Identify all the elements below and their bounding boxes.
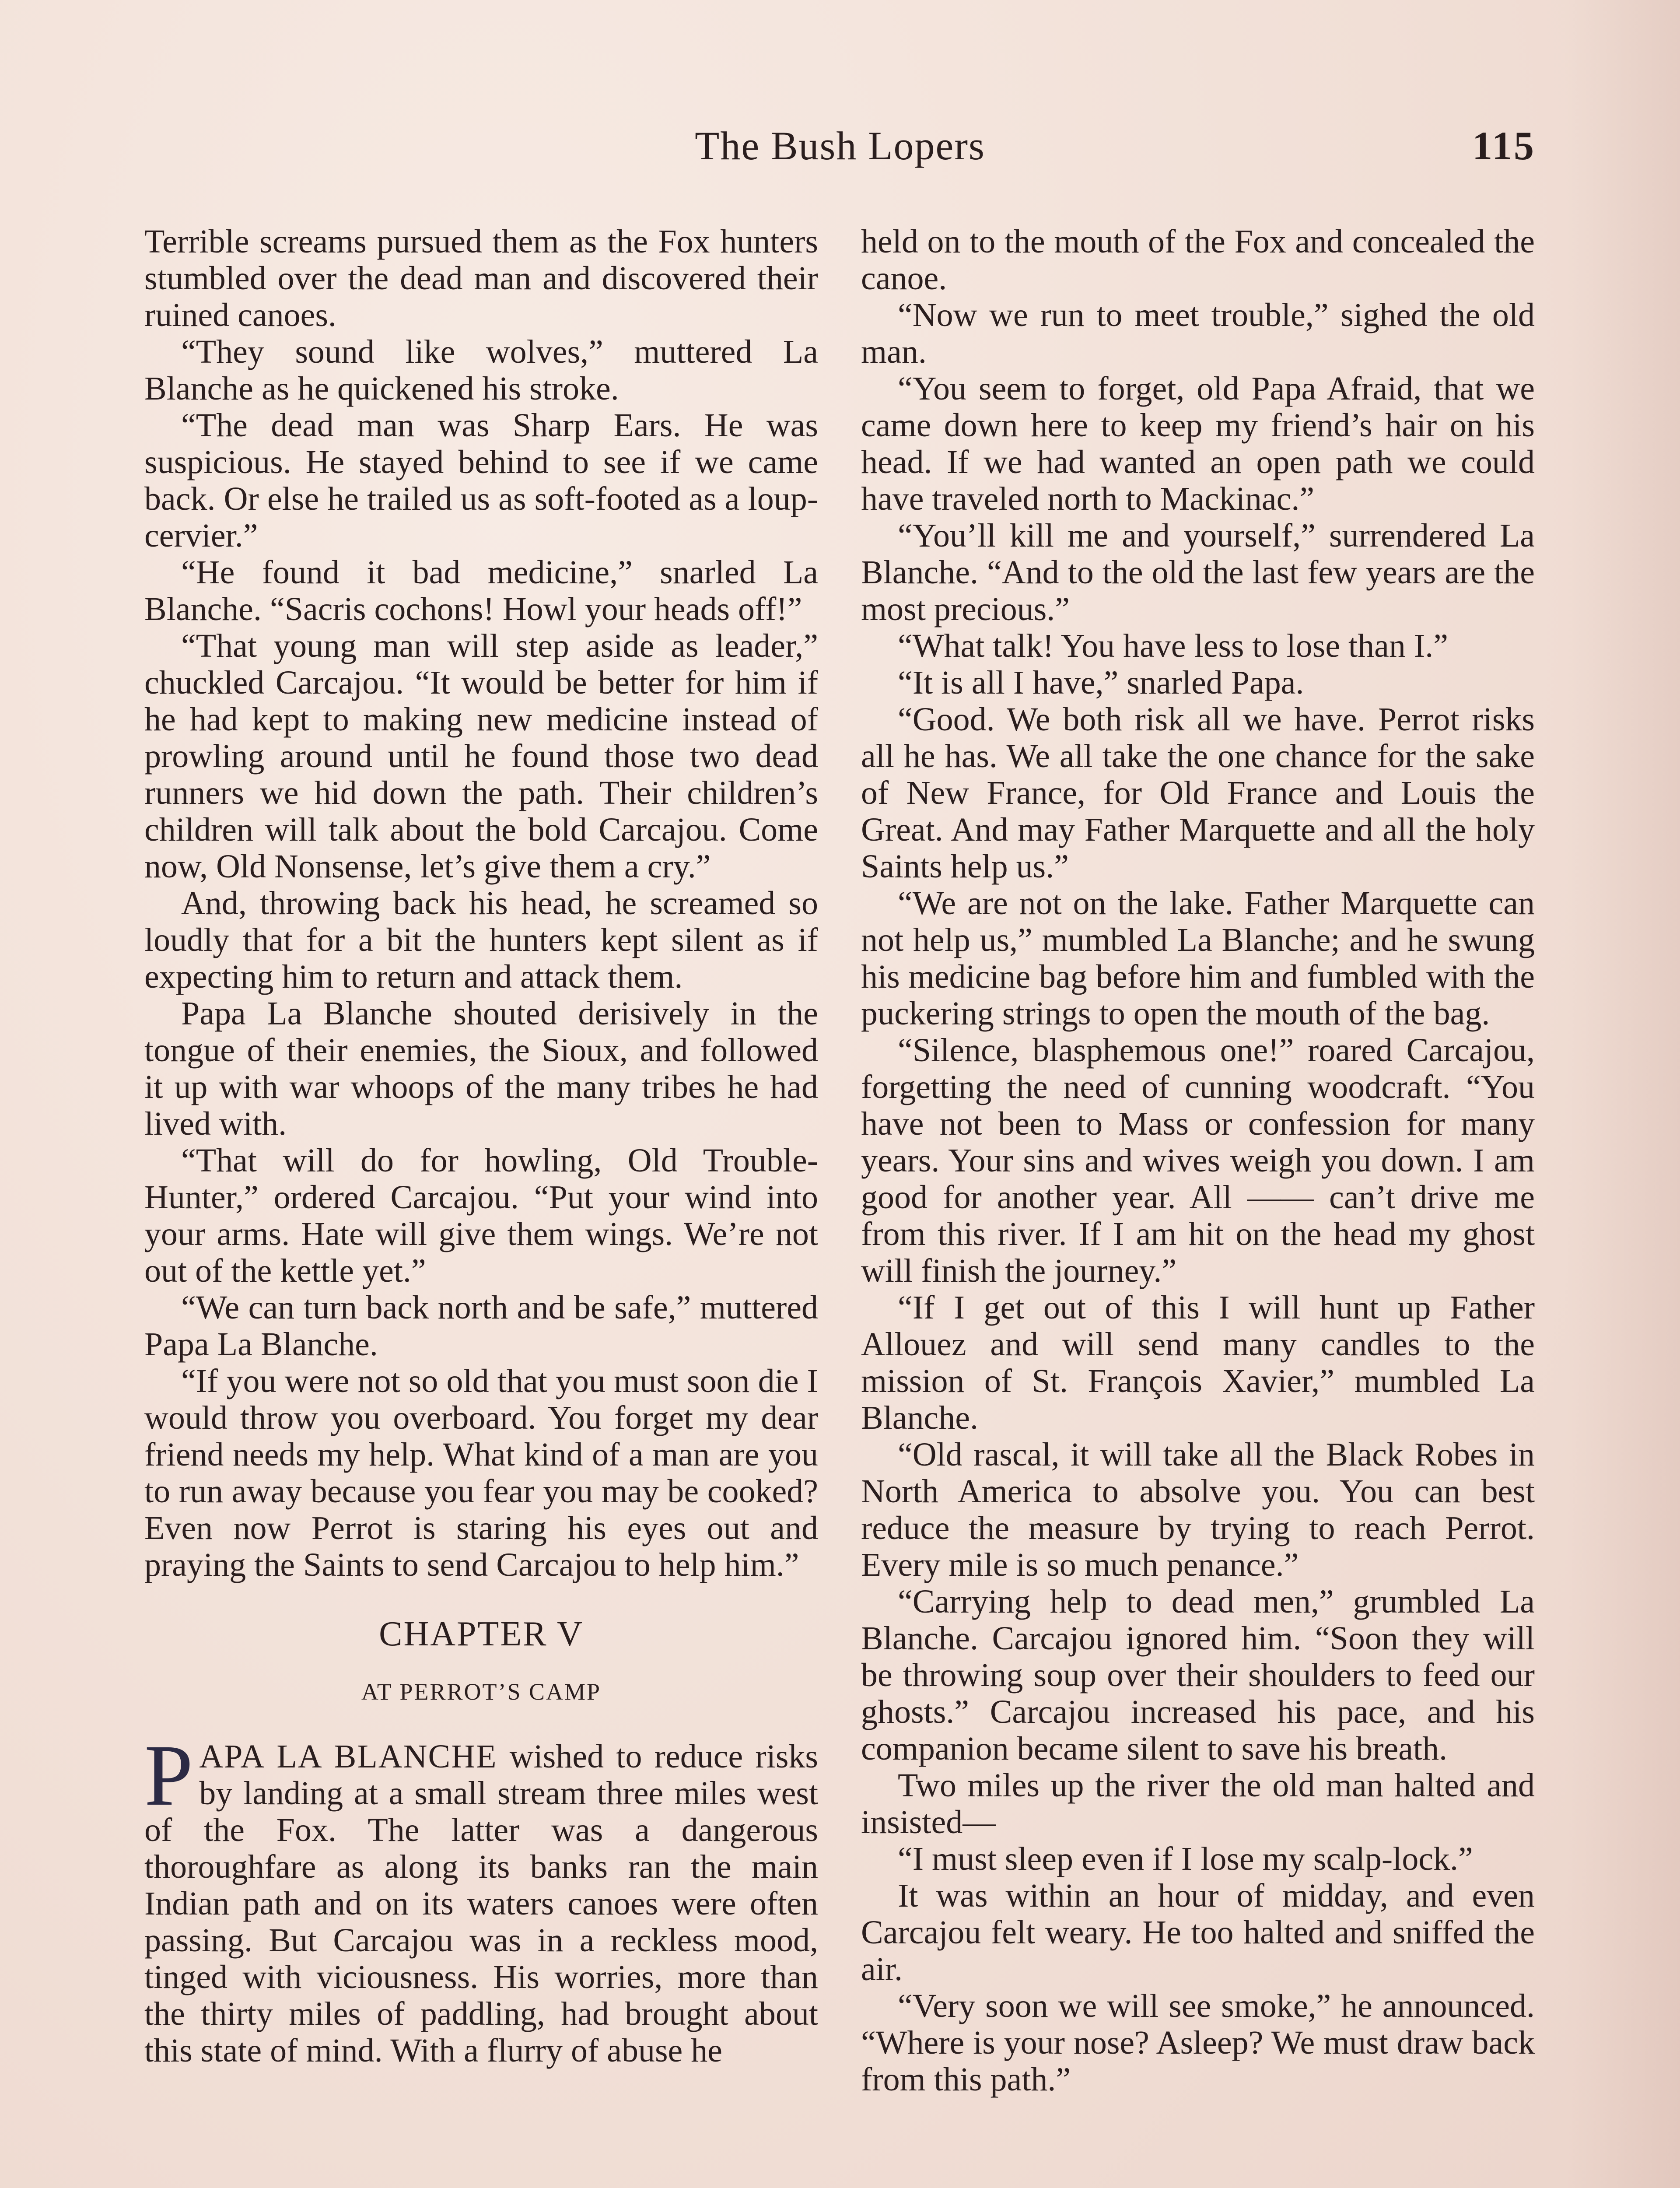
paragraph: “You seem to forget, old Papa Afraid, that we came down here to keep my friend’s hair on his head. If we had wanted an open path we could have traveled north to Mackinac.”	[861, 370, 1535, 517]
paragraph: “We can turn back north and be safe,” muttered Papa La Blanche.	[144, 1289, 818, 1363]
drop-cap: P	[144, 1727, 193, 1824]
paragraph: “It is all I have,” snarled Papa.	[898, 664, 1304, 701]
paragraph: Papa La Blanche shouted derisively in the tongue of their enemies, the Sioux, and followed it up with war whoops of the many tribes he had lived with.	[144, 995, 818, 1142]
page-edge-shading	[1566, 0, 1680, 2188]
paragraph: “If I get out of this I will hunt up Father Allouez and will send many candles to the mission of St. François Xavier,” mumbled La Blanche.	[861, 1289, 1535, 1436]
opening-smallcaps: APA LA BLANCHE	[199, 1738, 497, 1775]
paragraph: “If you were not so old that you must soon die I would throw you overboard. You forget my dear friend needs my help. What kind of a man are you to run away because you fear you may be cooked? Even now Perrot is staring his eyes out and praying the Saints to send Carcajou to help him.”	[144, 1363, 818, 1583]
paragraph: “Carrying help to dead men,” grumbled La Blanche. Carcajou ignored him. “Soon they will be throwing soup over their shoulders to feed our ghosts.” Carcajou increased his pace, and his companion became silent to save his breath.	[861, 1583, 1535, 1767]
paragraph: “Old rascal, it will take all the Black Robes in North America to absolve you. You can best reduce the measure by trying to reach Perrot. Every mile is so much penance.”	[861, 1436, 1535, 1583]
paragraph: “Very soon we will see smoke,” he announced. “Where is your nose? Asleep? We must draw back from this path.”	[861, 1988, 1535, 2098]
paragraph: “You’ll kill me and yourself,” surrendered La Blanche. “And to the old the last few years are the most precious.”	[861, 517, 1535, 628]
paragraph: “What talk! You have less to lose than I.”	[898, 628, 1448, 664]
paragraph: “They sound like wolves,” muttered La Blanche as he quickened his stroke.	[144, 333, 818, 407]
page-number: 115	[1472, 123, 1536, 168]
chapter-opening-paragraph	[144, 1727, 818, 2069]
paragraph: “Silence, blasphemous one!” roared Carcajou, forgetting the need of cunning woodcraft. “You have not been to Mass or confession for many years. Your sins and wives weigh you down. I am good for another year. All —— can’t drive me from this river. If I am hit on the head my ghost will finish the journey.”	[861, 1032, 1535, 1289]
running-title: The Bush Lopers	[695, 123, 985, 168]
right-column	[861, 223, 1535, 2098]
page-header	[144, 123, 1536, 184]
paragraph: Two miles up the river the old man halted and insisted—	[861, 1767, 1535, 1841]
chapter-title: CHAPTER V	[379, 1615, 584, 1653]
paragraph: “That will do for howling, Old Trouble-Hunter,” ordered Carcajou. “Put your wind into your arms. Hate will give them wings. We’re not out of the kettle yet.”	[144, 1142, 818, 1289]
paragraph: “The dead man was Sharp Ears. He was suspicious. He stayed behind to see if we came back. Or else he trailed us as soft-footed as a loup-cervier.”	[144, 407, 818, 554]
opening-text: wished to reduce risks by landing at a small stream three miles west of the Fox. The latter was a dangerous thoroughfare as along its banks ran the main Indian path and on its waters canoes were often passing. But Carcajou was in a reckless mood, tinged with viciousness. His worries, more than the thirty miles of paddling, had brought about this state of mind. With a flurry of abuse he	[144, 1738, 818, 2069]
paragraph: It was within an hour of midday, and even Carcajou felt weary. He too halted and sniffed the air.	[861, 1877, 1535, 1988]
paragraph: “We are not on the lake. Father Marquette can not help us,” mumbled La Blanche; and he swung his medicine bag before him and fumbled with the puckering strings to open the mouth of the bag.	[861, 885, 1535, 1032]
paragraph: “Good. We both risk all we have. Perrot risks all he has. We all take the one chance for the sake of New France, for Old France and Louis the Great. And may Father Marquette and all the holy Saints help us.”	[861, 701, 1535, 885]
paragraph: “He found it bad medicine,” snarled La Blanche. “Sacris cochons! Howl your heads off!”	[144, 554, 818, 628]
paragraph: “That young man will step aside as leader,” chuckled Carcajou. “It would be better for him if he had kept to making new medicine instead of prowling around until he found those two dead runners we hid down the path. Their children’s children will talk about the bold Carcajou. Come now, Old Nonsense, let’s give them a cry.”	[144, 628, 818, 885]
paragraph: “I must sleep even if I lose my scalp-lock.”	[898, 1841, 1473, 1877]
paragraph: “Now we run to meet trouble,” sighed the old man.	[861, 297, 1535, 370]
paragraph: Terrible screams pursued them as the Fox hunters stumbled over the dead man and discovered their ruined canoes.	[144, 223, 818, 333]
left-column	[144, 223, 818, 2069]
chapter-subtitle: AT PERROT’S CAMP	[361, 1679, 602, 1705]
paragraph: held on to the mouth of the Fox and concealed the canoe.	[861, 223, 1535, 297]
paragraph: And, throwing back his head, he screamed so loudly that for a bit the hunters kept silent as if expecting him to return and attack them.	[144, 885, 818, 995]
